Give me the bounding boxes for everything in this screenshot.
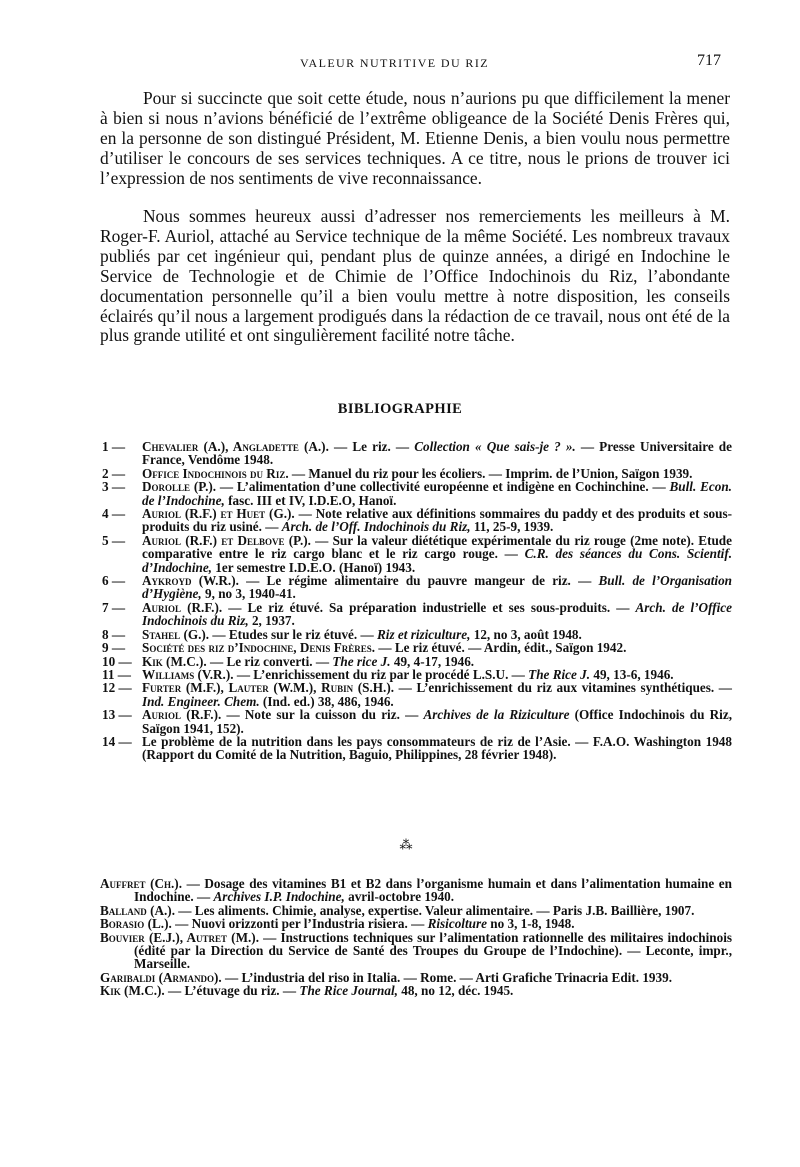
entry-authors: Auriol (R.F.). (142, 707, 222, 723)
entry-text: — Etudes sur le riz étuvé. — (209, 626, 377, 642)
reference-source-title: Archives I.P. Indochine, (213, 889, 345, 905)
reference-text: — Nuovi orizzonti per l’Industria risiera. — (171, 916, 428, 932)
entry-number: 14 — (102, 733, 132, 749)
page-number: 717 (697, 52, 721, 69)
entry-authors: Furter (M.F.), Lauter (W.M.), Rubin (S.H.). (142, 680, 395, 696)
entry-details: 1er semestre I.D.E.O. (Hanoï) 1943. (211, 559, 416, 575)
entry-source-title: The Rice J. (528, 666, 591, 682)
entry-number: 10 — (102, 653, 132, 669)
entry-source-title: C.R. des séances du Cons. Scientif. d’Indochine, (142, 546, 733, 575)
entry-number: 11 — (102, 666, 131, 682)
bibliography-entry (100, 735, 732, 762)
entry-number: 4 — (102, 506, 126, 522)
entry-number: 2 — (102, 465, 126, 481)
entry-authors: Chevalier (A.), Angladette (A.). (142, 439, 329, 454)
entry-source-title: Arch. de l’Off. Indochinois du Riz, (281, 519, 471, 535)
entry-details: 49, 13-6, 1946. (590, 666, 674, 682)
bibliography-entry (100, 655, 732, 668)
bibliography-entry (100, 681, 732, 708)
entry-text: — Manuel du riz pour les écoliers. — Imprim. de l’Union, Saïgon 1939. (288, 465, 693, 481)
entry-authors: Auriol (R.F.) et Huet (G.). (142, 506, 295, 522)
entry-text: — Le riz converti. — (206, 653, 333, 669)
entry-text: — Le régime alimentaire du pauvre mangeur de riz. — (238, 573, 599, 589)
reference-text: — Instructions techniques sur l’alimentation rationnelle des militaires indochinois (édité par la Direction du Service de Santé des Troupes du Groupe de l’Indochine). — Leconte, impr., Marseille. (134, 929, 732, 972)
entry-source-title: Ind. Engineer. Chem. (142, 693, 260, 709)
bibliography-entry (100, 507, 732, 534)
reference-authors: Bouvier (E.J.), Autret (M.). (100, 929, 259, 945)
entry-details: 9, no 3, 1940-41. (201, 586, 296, 602)
bibliography-entry (100, 641, 732, 654)
entry-text: — L’enrichissement du riz aux vitamines synthétiques. — (394, 680, 732, 696)
entry-details: 49, 4-17, 1946. (390, 653, 475, 669)
acknowledgement-paragraph-1: Pour si succincte que soit cette étude, nous n’aurions pu que difficilement la mener à bien si nous n’avions bénéficié de l’extrême obligeance de la Société Denis Frères qui, en la personne de son distingué Président, M. Etienne Denis, a bien voulu nous permettre d’utiliser le concours de ses services techniques. A ce titre, nous le prions de trouver ici l’expression de nos sentiments de vive reconnaissance. (100, 88, 730, 188)
entry-text: — L’enrichissement du riz par le procédé L.S.U. — (233, 666, 529, 682)
entry-authors: Aykroyd (W.R.). (142, 573, 239, 589)
entry-details: — Presse Universitaire de France, Vendôme 1948. (142, 439, 732, 468)
entry-number: 9 — (102, 640, 126, 656)
entry-source-title: The rice J. (332, 653, 391, 669)
entry-number: 13 — (102, 707, 132, 723)
reference-entry (100, 917, 732, 930)
reference-entry (100, 931, 732, 971)
entry-authors: Société des riz d’Indochine, Denis Frères. (142, 640, 376, 656)
entry-text: — Sur la valeur diététique expérimentale du riz rouge (2me note). Etude comparative entre le riz cargo blanc et le riz cargo rouge. — (142, 532, 732, 562)
entry-text: Le problème de la nutrition dans les pays consommateurs de riz de l’Asie. — F.A.O. Washington 1948 (Rapport du Comité de la Nutrition, Baguio, Philippines, 28 février 1948). (142, 733, 732, 763)
entry-number: 5 — (102, 532, 126, 548)
entry-number: 3 — (102, 479, 126, 495)
entry-number: 7 — (102, 599, 126, 615)
asterism: ⁂ (399, 837, 413, 852)
entry-authors: Auriol (R.F.). (142, 599, 223, 615)
entry-source-title: Collection « Que sais-je ? ». (414, 439, 576, 454)
reference-authors: Borasio (L.). (100, 916, 172, 932)
entry-text: — Le riz étuvé. Sa préparation industrielle et ses sous-produits. — (222, 599, 636, 615)
reference-authors: Balland (A.). (100, 902, 175, 918)
entry-authors: Auriol (R.F.) et Delbove (P.). (142, 532, 311, 548)
reference-authors: Kik (M.C.). (100, 983, 165, 999)
entry-source-title: Riz et riziculture, (377, 626, 471, 642)
entry-authors: Dorolle (P.). (142, 479, 217, 495)
running-head (0, 52, 800, 72)
entry-number: 6 — (102, 573, 126, 589)
reference-text: — L’industria del riso in Italia. — Rome. — Arti Grafiche Trinacria Edit. 1939. (221, 969, 672, 985)
bibliography-list (100, 440, 732, 762)
reference-entry (100, 984, 732, 997)
reference-authors: Auffret (Ch.). (100, 876, 182, 891)
bibliography-entry (100, 601, 732, 628)
entry-source-title: Arch. de l’Office Indochinois du Riz, (142, 599, 732, 629)
additional-references-list (100, 877, 732, 998)
reference-source-title: The Rice Journal, (299, 983, 398, 999)
bibliography-entry (100, 534, 732, 574)
reference-text: — Les aliments. Chimie, analyse, expertise. Valeur alimentaire. — Paris J.B. Baillière, 1907. (175, 902, 695, 918)
entry-details: 2, 1937. (248, 613, 295, 629)
entry-text: — L’alimentation d’une collectivité européenne et indigène en Cochinchine. — (216, 479, 670, 495)
reference-details: no 3, 1-8, 1948. (486, 916, 575, 932)
reference-details: 48, no 12, déc. 1945. (397, 983, 514, 999)
reference-authors: Garibaldi (Armando). (100, 969, 222, 985)
entry-text: — Note relative aux définitions sommaires du paddy et des produits et sous-produits du riz usiné. — (142, 506, 732, 535)
entry-source-title: Archives de la Riziculture (423, 707, 570, 723)
reference-text: — Dosage des vitamines B1 et B2 dans l’organisme humain et dans l’alimentation humaine en Indochine. — (134, 876, 732, 905)
reference-entry (100, 877, 732, 904)
entry-details: 11, 25-9, 1939. (470, 519, 554, 535)
entry-source-title: Bull. Econ. de l’Indochine, (142, 479, 732, 508)
entry-details: fasc. III et IV, I.D.E.O, Hanoï. (224, 492, 397, 508)
bibliography-entry (100, 668, 732, 681)
bibliography-entry (100, 467, 732, 480)
reference-details: avril-octobre 1940. (344, 889, 455, 905)
bibliography-entry (100, 628, 732, 641)
entry-details: 12, no 3, août 1948. (470, 626, 582, 642)
entry-number: 12 — (102, 680, 132, 696)
entry-details: (Office Indochinois du Riz, Saïgon 1941, 152). (142, 707, 732, 736)
bibliography-entry (100, 708, 732, 735)
entry-text: — Le riz. — (328, 439, 415, 454)
bibliography-entry (100, 480, 732, 507)
reference-entry (100, 971, 732, 984)
entry-number: 8 — (102, 626, 126, 642)
entry-authors: Williams (V.R.). (142, 666, 234, 682)
bibliography-entry (100, 440, 732, 467)
entry-authors: Kik (M.C.). (142, 653, 207, 669)
entry-details: (Ind. ed.) 38, 486, 1946. (259, 693, 394, 709)
bibliography-title: BIBLIOGRAPHIE (337, 401, 463, 417)
reference-source-title: Risicolture (427, 916, 487, 932)
entry-authors: Stahel (G.). (142, 626, 210, 642)
entry-source-title: Bull. de l’Organisation d’Hygiène, (142, 573, 732, 602)
entry-text: — Le riz étuvé. — Ardin, édit., Saïgon 1942. (375, 640, 627, 656)
reference-text: — L’étuvage du riz. — (164, 983, 300, 999)
reference-entry (100, 904, 732, 917)
running-title: VALEUR NUTRITIVE DU RIZ (300, 56, 489, 70)
entry-number: 1 — (102, 439, 126, 454)
entry-authors: Office Indochinois du Riz. (142, 465, 289, 481)
acknowledgement-paragraph-2: Nous sommes heureux aussi d’adresser nos remerciements les meilleurs à M. Roger-F. Auriol, attaché au Service technique de la même Société. Les nombreux travaux publiés par cet ingénieur qui, pendant plus de quinze années, a dirigé en Indochine le Service de Technologie et de Chimie de l’Office Indochinois du Riz, l’abondante documentation personnelle qu’il a bien voulu mettre à notre disposition, les conseils éclairés qu’il nous a largement prodigués dans la rédaction de ce travail, nous ont été de la plus grande utilité et ont singulièrement facilité notre tâche. (100, 206, 730, 346)
bibliography-entry (100, 574, 732, 601)
entry-text: — Note sur la cuisson du riz. — (221, 707, 424, 723)
